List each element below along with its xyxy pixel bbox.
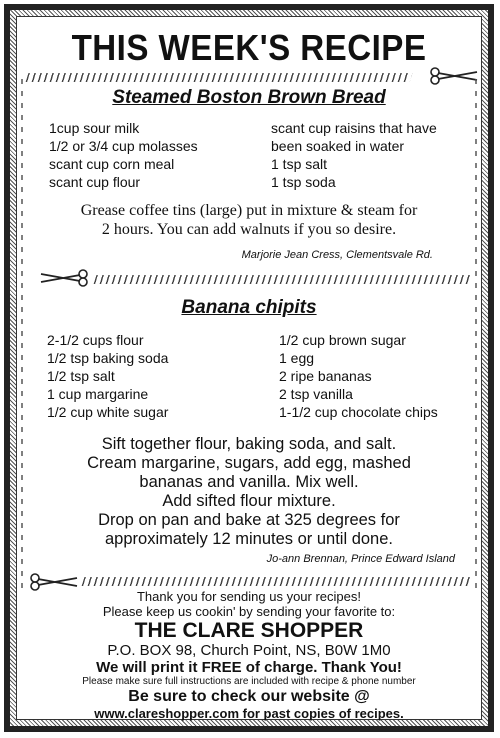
website-text: www.clareshopper.com for past copies of recipes. [94, 706, 404, 721]
instruction-line: Cream margarine, sugars, add egg, mashed [87, 454, 411, 472]
recipe2-instructions [37, 435, 461, 549]
recipe2-credit: Jo-ann Brennan, Prince Edward Island [266, 553, 455, 565]
ingredient: scant cup flour [49, 174, 141, 190]
instruction-line: Grease coffee tins (large) put in mixture & steam for [80, 202, 418, 219]
cut-line-top [26, 73, 413, 82]
recipe1-ingredients-right [271, 119, 437, 191]
ingredient: 1/2 cup brown sugar [279, 332, 406, 348]
recipe1-ingredients-left [49, 119, 198, 191]
recipe2-ingredients-left [47, 331, 168, 421]
ingredient: 1/2 tsp baking soda [47, 350, 169, 366]
ingredient: scant cup raisins that have [271, 120, 437, 136]
instructions-note: Please make sure full instructions are included with recipe & phone number [82, 676, 416, 687]
print-free-text: We will print it FREE of charge. Thank You! [96, 659, 402, 676]
recipe2-title: Banana chipits [181, 297, 317, 318]
cut-line-left [21, 79, 23, 589]
shop-address: P.O. BOX 98, Church Point, NS, B0W 1M0 [107, 642, 391, 659]
recipe-card [4, 4, 494, 732]
recipe1-credit: Marjorie Jean Cress, Clementsvale Rd. [241, 249, 433, 261]
recipe-card-inner [16, 16, 482, 720]
thanks-text: Thank you for sending us your recipes! [136, 589, 361, 604]
cut-line-bottom [82, 577, 473, 586]
shop-name: THE CLARE SHOPPER [134, 619, 364, 642]
keep-cookin-text: Please keep us cookin' by sending your favorite to: [102, 604, 396, 619]
ingredient: 1 egg [279, 350, 315, 366]
ingredient: 2 ripe bananas [279, 368, 372, 384]
ingredient: been soaked in water [271, 138, 405, 154]
recipe1-instructions [47, 201, 451, 239]
cut-line-right [475, 79, 477, 589]
ingredient: scant cup corn meal [49, 156, 175, 172]
ingredient: 1-1/2 cup chocolate chips [279, 404, 438, 420]
ingredient: 1/2 tsp salt [47, 368, 115, 384]
page-title: THIS WEEK'S RECIPE [71, 27, 427, 68]
scissors-icon [427, 67, 479, 85]
ingredient: 1cup sour milk [49, 120, 140, 136]
check-website-text: Be sure to check our website @ [128, 688, 370, 705]
ingredient: 1 tsp soda [271, 174, 336, 190]
recipe1-title: Steamed Boston Brown Bread [112, 87, 386, 108]
instruction-line: Drop on pan and bake at 325 degrees for [98, 511, 400, 529]
ingredient: 1 tsp salt [271, 156, 328, 172]
ingredient: 2-1/2 cups flour [47, 332, 144, 348]
instruction-line: bananas and vanilla. Mix well. [139, 473, 359, 491]
footer [17, 589, 481, 721]
ingredient: 1/2 or 3/4 cup molasses [49, 138, 198, 154]
scissors-icon [39, 269, 91, 287]
instruction-line: Add sifted flour mixture. [162, 492, 336, 510]
ingredient: 1/2 cup white sugar [47, 404, 169, 420]
cut-line-middle [94, 275, 473, 284]
instruction-line: 2 hours. You can add walnuts if you so desire. [101, 221, 397, 238]
instruction-line: approximately 12 minutes or until done. [105, 530, 393, 548]
recipe2-ingredients-right [279, 331, 438, 421]
ingredient: 1 cup margarine [47, 386, 149, 402]
ingredient: 2 tsp vanilla [279, 386, 353, 402]
instruction-line: Sift together flour, baking soda, and salt. [101, 435, 397, 453]
